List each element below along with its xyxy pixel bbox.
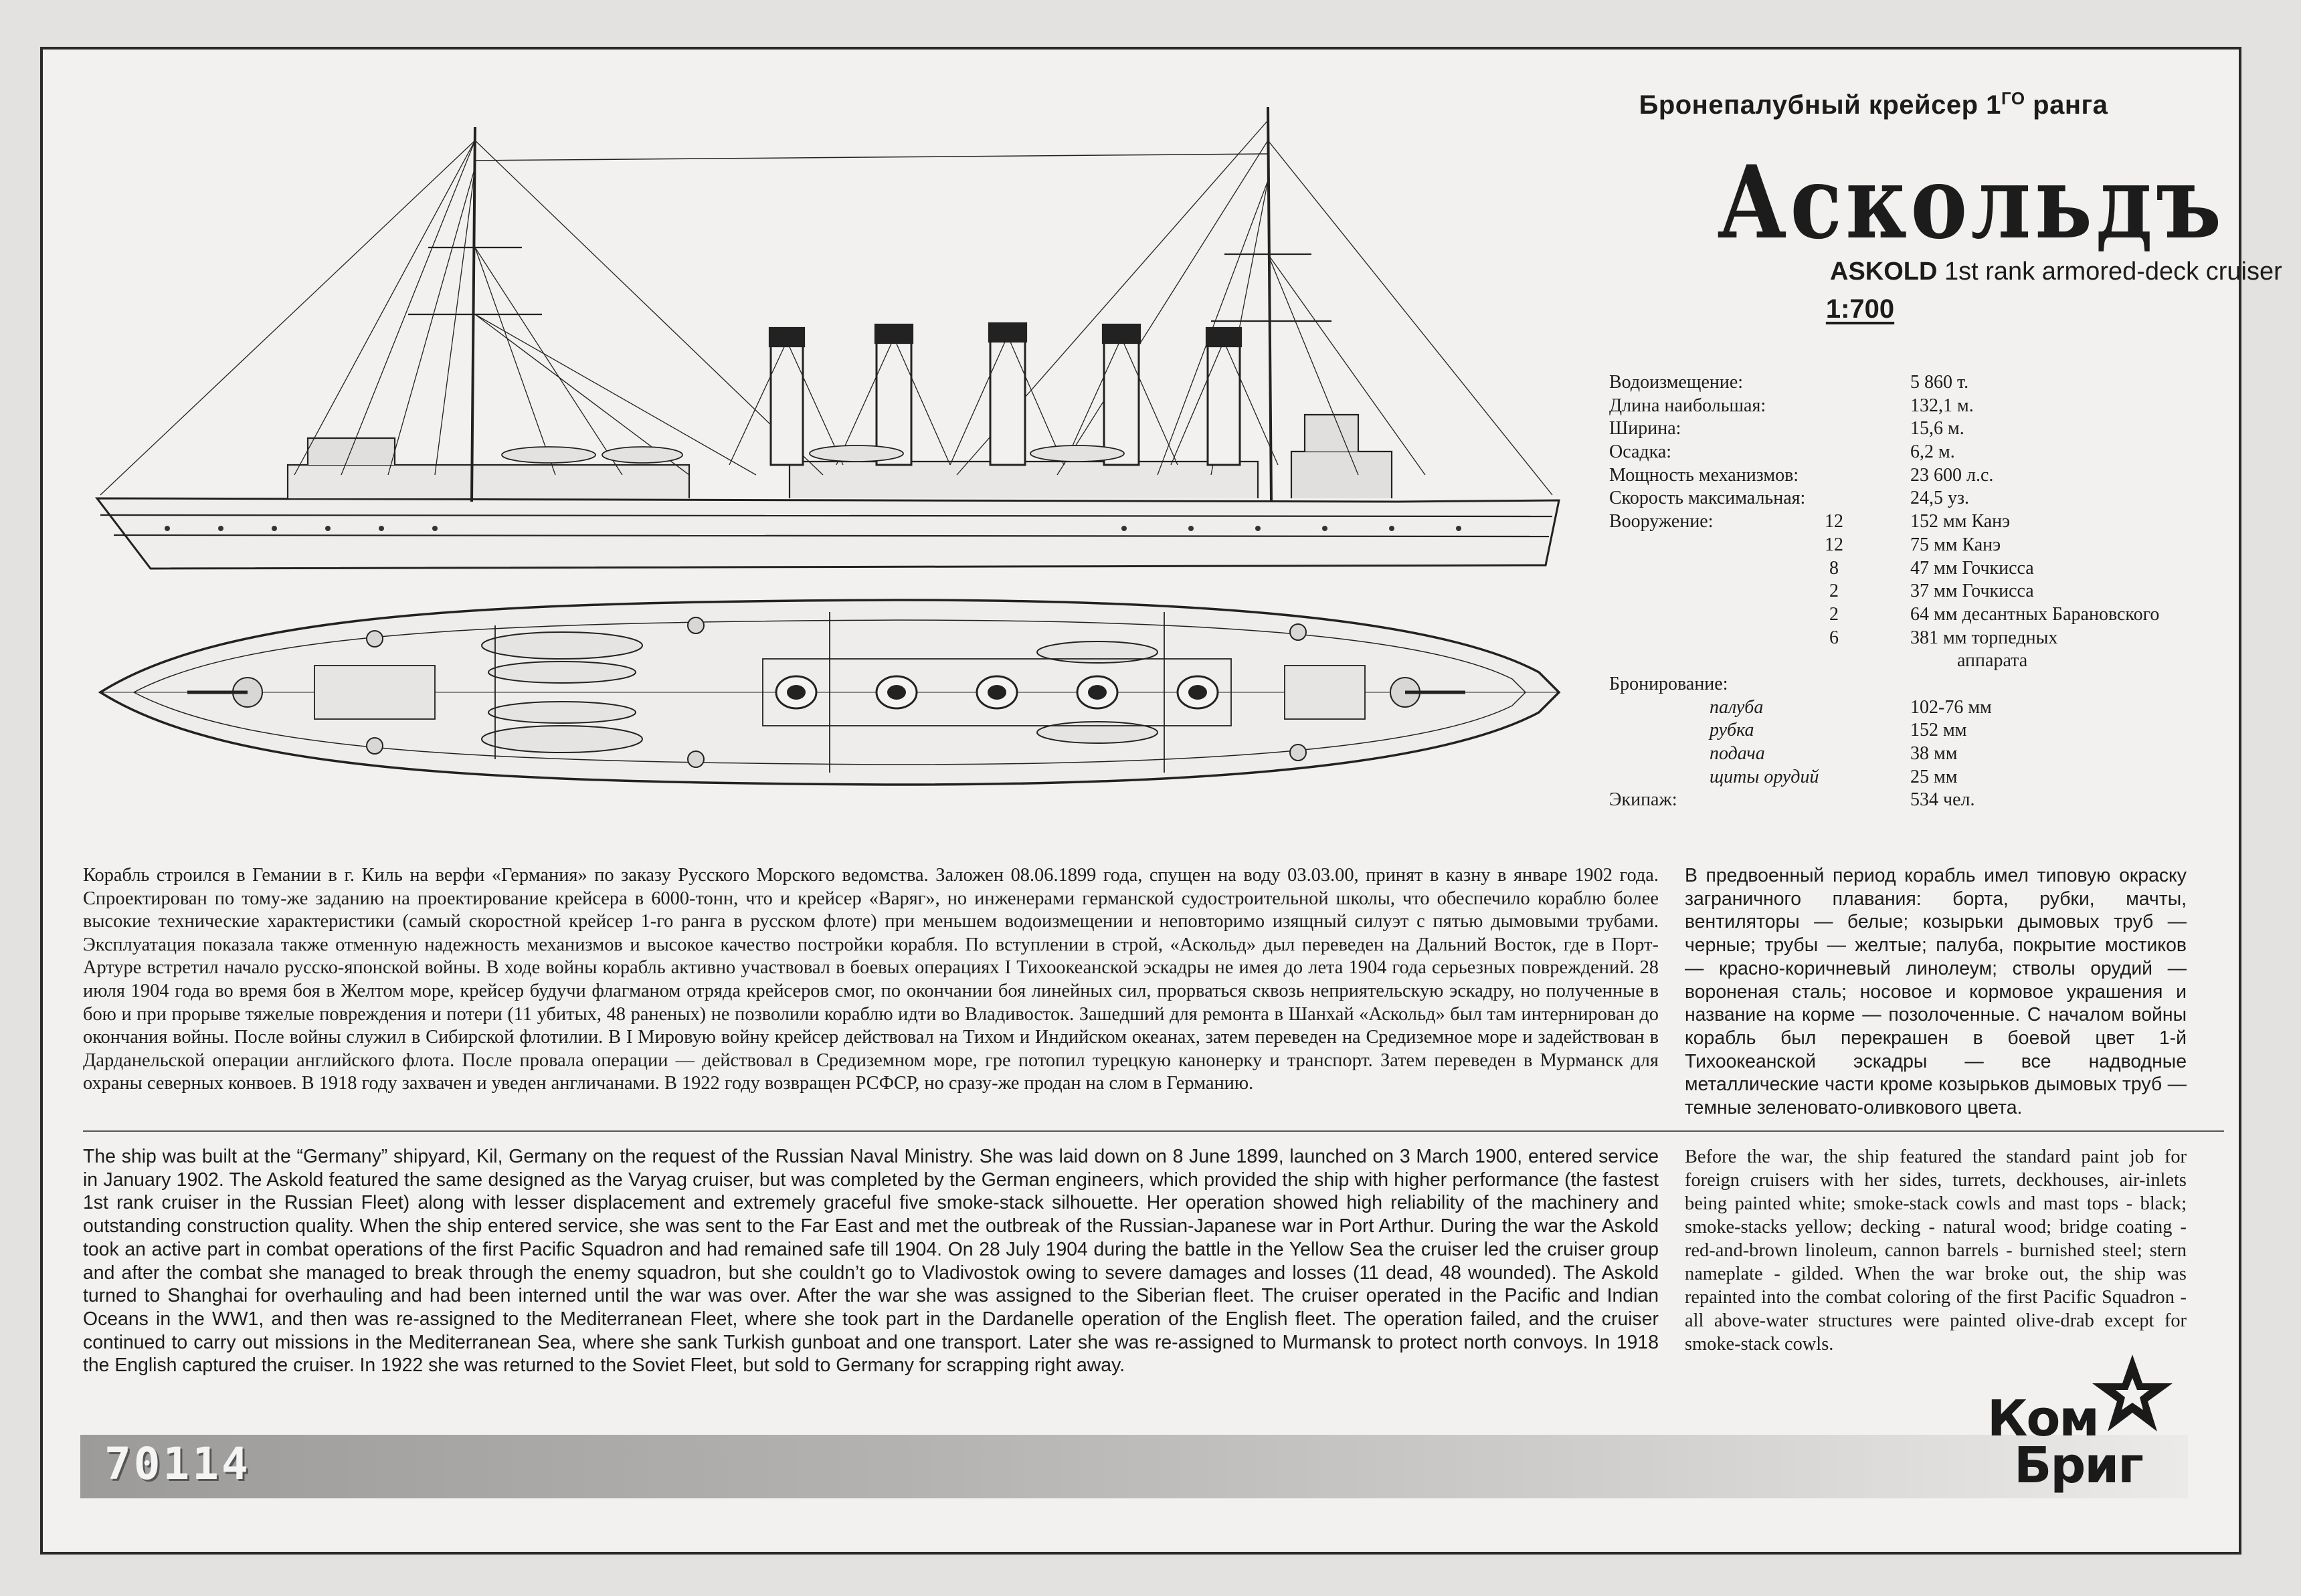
armor-value: 38 мм xyxy=(1910,743,1958,764)
ship-name-english xyxy=(1830,258,2282,286)
spec-value: 23 600 л.с. xyxy=(1910,464,1994,486)
armor-value: 102-76 мм xyxy=(1910,696,1992,718)
armor-value: 152 мм xyxy=(1910,720,1967,741)
armament-qty: 6 xyxy=(1829,627,1839,648)
spec-value: 6,2 м. xyxy=(1910,441,1955,463)
armament-item: аппарата xyxy=(1957,650,2028,672)
ship-name-english-type: 1st rank armored-deck cruiser xyxy=(1937,258,2282,286)
section-divider xyxy=(83,1130,2224,1132)
armament-qty: 12 xyxy=(1825,511,1843,532)
armament-item: 47 мм Гочкисса xyxy=(1910,557,2034,579)
armament-item: 37 мм Гочкисса xyxy=(1910,581,2034,602)
crew-value: 534 чел. xyxy=(1910,789,1975,811)
ship-name-english-bold: ASKOLD xyxy=(1830,258,1938,286)
ship-side-profile-icon xyxy=(87,100,1579,582)
spec-label: Осадка: xyxy=(1609,441,1672,463)
armament-qty: 2 xyxy=(1829,603,1839,625)
catalog-bar xyxy=(80,1435,2188,1498)
armor-label: Бронирование: xyxy=(1609,673,1728,694)
armor-part: подача xyxy=(1710,743,1765,764)
spec-label: Длина наибольшая: xyxy=(1609,395,1766,416)
history-russian: Корабль строился в Гемании в г. Киль на верфи «Германия» по заказу Русского Морского ведомства. Заложен 08.06.1899 года, спущен на воду 03.03.00, принят в казну в январе 1902 года. Спроектирован по тому-же заданию на проектирование крейсера в 6000-тонн, что и крейсер «Варяг», но инженерами германской судостроительной школы, что обеспечило кораблю более высокие технические характеристики (самый скоростной крейсер 1-го ранга в русском флоте) при меньшем водоизмещении и неповторимо изящный силуэт с пятью дымовыми трубами. Эксплуатация показала также отменную надежность механизмов и высокое качество постройки корабля. По вступлении в строй, «Аскольд» дыл переведен на Дальний Восток, где в Порт-Артуре встретил начало русско-японской войны. В ходе войны корабль активно участвовал в боевых операциях I Тихоокеанской эскадры не имея до лета 1904 года серьезных повреждений. 28 июля 1904 года во время боя в Желтом море, крейсер будучи флагманом отряда крейсеров смог, по окончании боя линейных сил, прорваться сквозь неприятельскую эскадру, но полученные в бою и при прорыве тяжелые повреждения и потери (11 убитых, 48 раненых) не позволили кораблю идти во Владивосток. Зашедший для ремонта в Шанхай «Аскольд» был там интернирован до окончания войны. После войны служил в Сибирской флотилии. В I Мировую войну крейсер действовал на Тихом и Индийском океанах, затем переведен на Средиземное море и задействован в Дарданельской операции английского флота. После провала операции — действовал в Средиземном море, гре потопил турецкую канонерку и транспорт. Затем переведен в Мурманск для охраны северных конвоев. В 1918 году захвачен и уведен англичанами. В 1922 году возвращен РСФСР, но сразу-же продан на слом в Германию. xyxy=(83,865,1659,1094)
crew-label: Экипаж: xyxy=(1609,789,1677,811)
ship-class-rank-text: ранга xyxy=(2025,90,2108,120)
ship-class-heading xyxy=(1619,88,2128,120)
history-english: The ship was built at the “Germany” shipyard, Kil, Germany on the request of the Russian Naval Ministry. She was laid down on 8 June 1899, launched on 3 March 1900, entered service in January 1902. The Askold featured the same designed as the Varyag cruiser, but was completed by the German engineers, which provided the ship with higher performance (the fastest 1st rank cruiser in the Russian Fleet) along with lesser displacement and extremely graceful five smoke-stack silhouette. Her operation showed high reliability of the machinery and outstanding construction quality. When the ship entered service, she was sent to the Far East and met the outbreak of the Russian-Japanese war in Port Arthur. During the war the Askold took an active part in combat operations of the first Pacific Squadron and had remained safe till 1904. On 28 July 1904 during the battle in the Yellow Sea the cruiser led the cruiser group and after the combat she managed to break through the enemy squadron, but she couldn’t go to Vladivostok owing to severe damages and losses (11 dead, 48 wounded). The Askold turned to Shanghai for overhauling and had been interned until the war was over. After the war she was assigned to the Siberian fleet. The cruiser operated in the Pacific and Indian Oceans in the WW1, and then was re-assigned to the Mediterranean Fleet, where she took part in the Dardanelle operation of the English fleet. The operation failed, and the cruiser continued to carry out missions in the Mediterranean Sea, where she sank Turkish gunboat and one transport. Later she was re-assigned to Murmansk to protect north convoys. In 1918 the English captured the cruiser. In 1922 she was returned to the Soviet Fleet, but sold to Germany for scrapping right away. xyxy=(83,1146,1659,1377)
logo-text-top: Ком xyxy=(1987,1390,2098,1448)
armor-part: щиты орудий xyxy=(1710,766,1819,787)
ship-class-text: Бронепалубный крейсер 1 xyxy=(1639,90,2001,120)
spec-label: Мощность механизмов: xyxy=(1609,464,1799,486)
armament-item: 64 мм десантных Барановского xyxy=(1910,603,2160,625)
spec-value: 15,6 м. xyxy=(1910,418,1964,439)
armament-item: 152 мм Канэ xyxy=(1910,511,2011,532)
ship-class-ordinal: ГО xyxy=(2001,88,2025,108)
paint-scheme-english: Before the war, the ship featured the standard paint job for foreign cruisers with her sides, turrets, deckhouses, air-inlets being painted white; smoke-stack cowls and mast tops - black; smoke-stacks yellow; decking - natural wood; bridge coating - red-and-brown linoleum, cannon barrels - burnished steel; stern nameplate - gilded. When the war broke out, the ship was repainted into the combat coloring of the first Pacific Squadron - all above-water structures were painted olive-drab except for smoke-stack cowls. xyxy=(1685,1146,2187,1355)
paint-scheme-russian: В предвоенный период корабль имел типовую окраску заграничного плавания: борта, рубки, мачты, вентиляторы — белые; козырьки дымовых труб — черные; трубы — желтые; палуба, покрытие мостиков — красно-коричневый линолеум; стволы орудий — вороненая сталь; носовое и кормовое украшения и название на корме — позолоченные. С началом войны корабль был перекрашен в боевой цвет 1-й Тихоокеанской эскадры — все надводные металлические части кроме козырьков дымовых труб — темные зеленовато-оливкового цвета. xyxy=(1685,865,2187,1119)
kombrig-logo xyxy=(1974,1351,2188,1498)
armament-qty: 8 xyxy=(1829,557,1839,579)
spec-value: 24,5 уз. xyxy=(1910,488,1970,509)
armament-item: 381 мм торпедных xyxy=(1910,627,2058,648)
star-icon xyxy=(2089,1351,2176,1438)
spec-label: Скорость максимальная: xyxy=(1609,488,1806,509)
armor-part: палуба xyxy=(1710,696,1764,718)
ship-deck-plan-icon xyxy=(94,585,1566,806)
ship-name-russian: Аскольдъ xyxy=(1717,144,2225,262)
spec-label: Водоизмещение: xyxy=(1609,372,1744,393)
armament-qty: 12 xyxy=(1825,534,1843,555)
model-scale: 1:700 xyxy=(1825,294,1895,324)
logo-text-bottom: Бриг xyxy=(2014,1437,2142,1494)
spec-label: Ширина: xyxy=(1609,418,1681,439)
armament-item: 75 мм Канэ xyxy=(1910,534,2001,555)
armor-part: рубка xyxy=(1710,720,1754,741)
armament-qty: 2 xyxy=(1829,581,1839,602)
armament-label: Вооружение: xyxy=(1609,511,1714,532)
spec-value: 5 860 т. xyxy=(1910,372,1969,393)
catalog-number: 70114 xyxy=(104,1438,251,1490)
armor-value: 25 мм xyxy=(1910,766,1958,787)
spec-value: 132,1 м. xyxy=(1910,395,1974,416)
